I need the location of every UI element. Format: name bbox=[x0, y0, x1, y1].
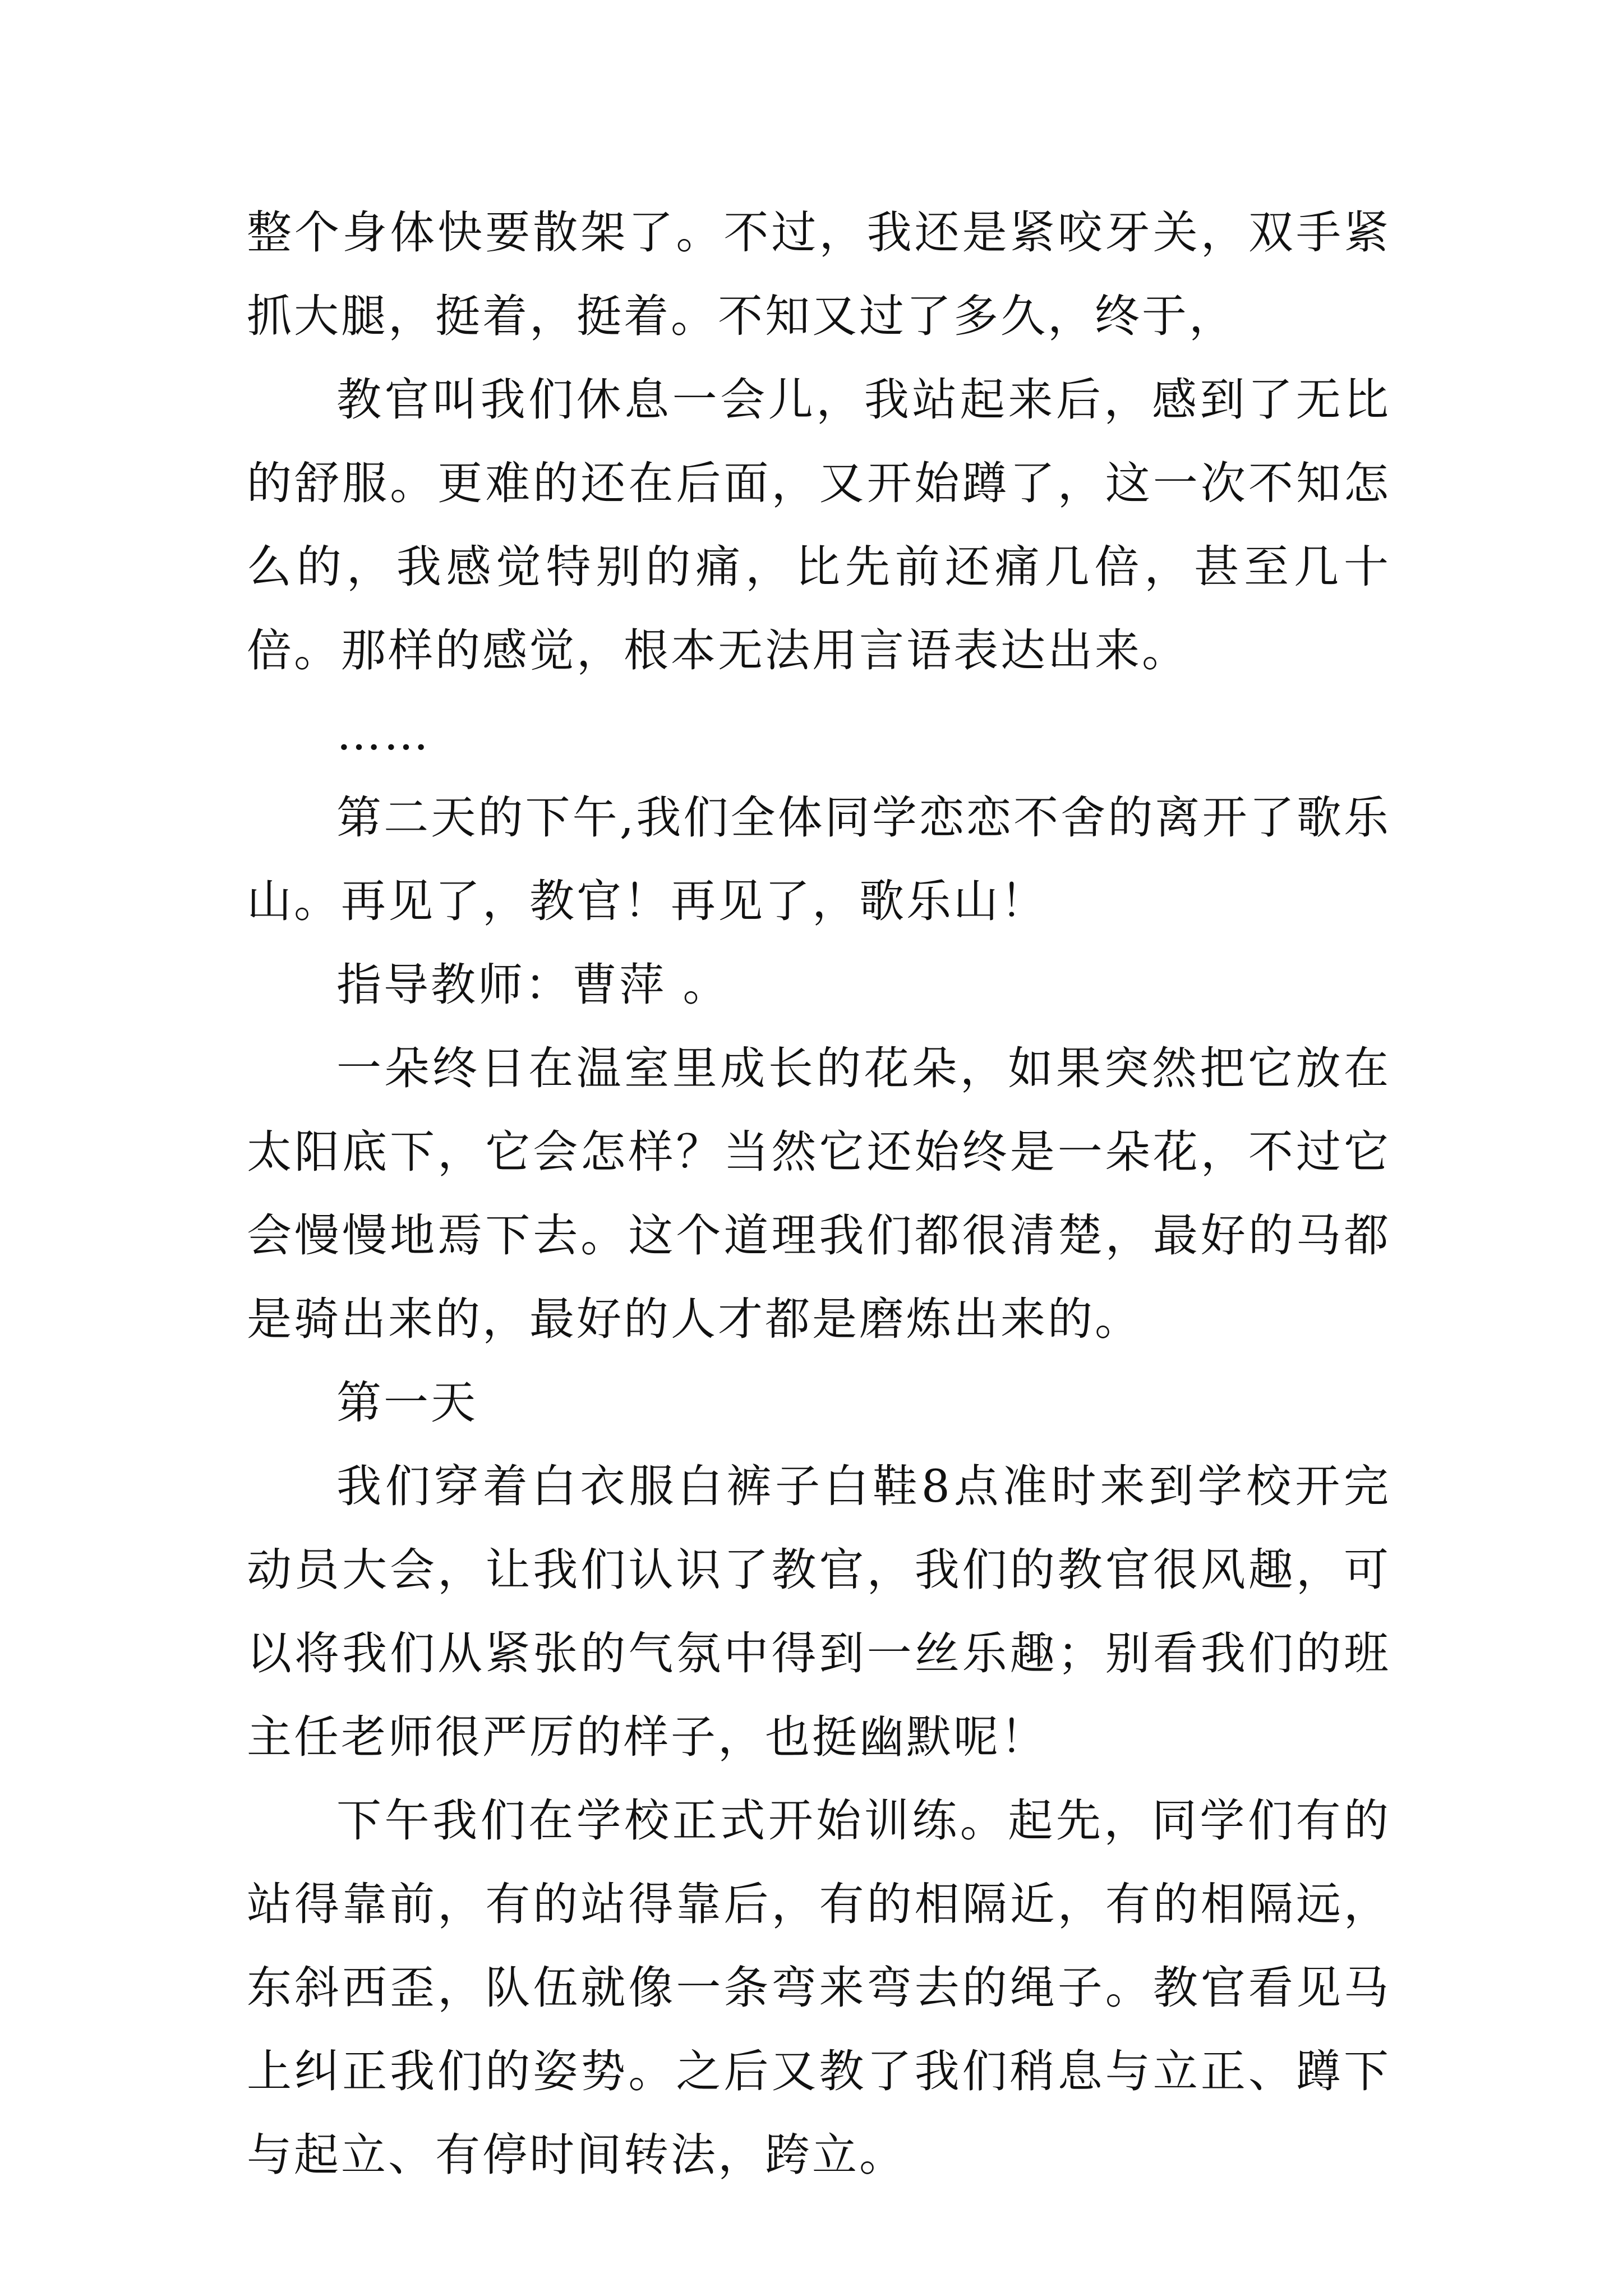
paragraph-teacher-credit: 指导教师：曹萍 。 bbox=[336, 959, 730, 1011]
paragraph-continuation: 整个身体快要散架了。不过，我还是紧咬牙关，双手紧抓大腿，挺着，挺着。不知又过了多久，终于， bbox=[247, 206, 1391, 342]
paragraph-day-heading: 第一天 bbox=[336, 1377, 478, 1429]
paragraph: 教官叫我们休息一会儿，我站起来后，感到了无比的舒服。更难的还在后面，又开始蹲了，这一次不知怎么的，我感觉特别的痛，比先前还痛几倍，甚至几十倍。那样的感觉，根本无法用言语表达出来。 bbox=[247, 374, 1391, 677]
paragraph: 一朵终日在温室里成长的花朵，如果突然把它放在太阳底下，它会怎样？当然它还始终是一朵花，不过它会慢慢地焉下去。这个道理我们都很清楚，最好的马都是骑出来的，最好的人才都是磨炼出来的。 bbox=[247, 1042, 1391, 1345]
paragraph: 第二天的下午,我们全体同学恋恋不舍的离开了歌乐山。再见了，教官！再见了，歌乐山！ bbox=[247, 792, 1391, 927]
paragraph: 下午我们在学校正式开始训练。起先，同学们有的站得靠前，有的站得靠后，有的相隔近，有的相隔远，东斜西歪，队伍就像一条弯来弯去的绳子。教官看见马上纠正我们的姿势。之后又教了我们稍息与立正、蹲下与起立、有停时间转法，跨立。 bbox=[247, 1795, 1391, 2181]
document-body bbox=[247, 191, 1391, 2197]
paragraph: 我们穿着白衣服白裤子白鞋8点准时来到学校开完动员大会，让我们认识了教官，我们的教官很风趣，可以将我们从紧张的气氛中得到一丝乐趣；别看我们的班主任老师很严厉的样子，也挺幽默呢！ bbox=[247, 1460, 1391, 1763]
paragraph-ellipsis: …… bbox=[336, 708, 431, 760]
